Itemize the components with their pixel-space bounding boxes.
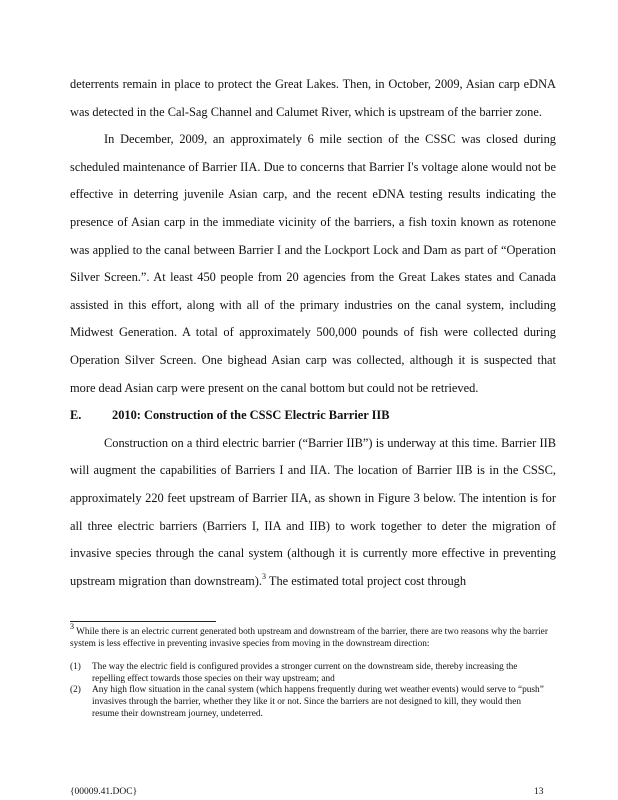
- paragraph-barrier-iib-text: Construction on a third electric barrier (“Barrier IIB”) is underway at this time. Barrier IIB will augment the capabilities of Barriers I and IIA. The location of Barrier IIB is in the CSSC, approximately 220 feet upstream of Barrier IIA, as shown in Figure 3 below. The intention is for all three electric barriers (Barriers I, IIA and IIB) to work together to deter the migration of invasive species through the canal system (although it is currently more effective in preventing upstream migration than downstream).: [70, 435, 556, 588]
- section-heading-letter: E.: [70, 408, 82, 423]
- paragraph-operation-silver-screen: In December, 2009, an approximately 6 mile section of the CSSC was closed during scheduled maintenance of Barrier IIA. Due to concerns that Barrier I's voltage alone would not be effective in deterring juvenile Asian carp, and the recent eDNA testing results indicating the presence of Asian carp in the immediate vicinity of the barriers, a fish toxin known as rotenone was applied to the canal between Barrier I and the Lockport Lock and Dam as part of “Operation Silver Screen.”. At least 450 people from 20 agencies from the Great Lakes states and Canada assisted in this effort, along with all of the primary industries on the canal system, including Midwest Generation. A total of approximately 500,000 pounds of fish were collected during Operation Silver Screen. One bighead Asian carp was collected, although it is suspected that more dead Asian carp were present on the canal bottom but could not be retrieved.: [70, 132, 556, 395]
- paragraph-continuation: deterrents remain in place to protect the Great Lakes. Then, in October, 2009, Asian carp eDNA was detected in the Cal-Sag Channel and Calumet River, which is upstream of the barrier zone.: [70, 77, 556, 119]
- paragraph-barrier-iib: [70, 430, 556, 596]
- footnote-item: [70, 662, 548, 685]
- footnote-item-number: (2): [70, 685, 81, 696]
- section-heading: [70, 402, 556, 430]
- section-heading-title: 2010: Construction of the CSSC Electric Barrier IIB: [112, 408, 390, 423]
- footnote-reference: 3: [262, 571, 267, 581]
- footer-document-id: {00009.41.DOC}: [70, 787, 138, 797]
- footnote-item: [70, 685, 548, 720]
- footer-page-number: 13: [534, 787, 544, 797]
- footnote-item-number: (1): [70, 662, 81, 673]
- footnote-item-text: The way the electric field is configured provides a stronger current on the downstream side, thereby increasing the repelling effect towards those species on their way upstream; and: [92, 662, 518, 684]
- footnote-intro: [70, 621, 548, 650]
- footnotes: [70, 621, 548, 720]
- footnote-mark: 3: [70, 621, 74, 631]
- paragraph-barrier-iib-tail: The estimated total project cost through: [266, 573, 467, 588]
- footnote-intro-text: While there is an electric current generated both upstream and downstream of the barrier, there are two reasons why the barrier system is less effective in preventing invasive species from moving in the downstream direction:: [70, 627, 548, 649]
- footnote-separator: [70, 621, 216, 622]
- footnote-list: [70, 662, 548, 720]
- footnote-item-text: Any high flow situation in the canal system (which happens frequently during wet weather events) would serve to “push” invasives through the barrier, whether they like it or not. Since the barriers are not designed to kill, they would then resume their downstream journey, undeterred.: [92, 685, 544, 719]
- body-text: [70, 71, 556, 595]
